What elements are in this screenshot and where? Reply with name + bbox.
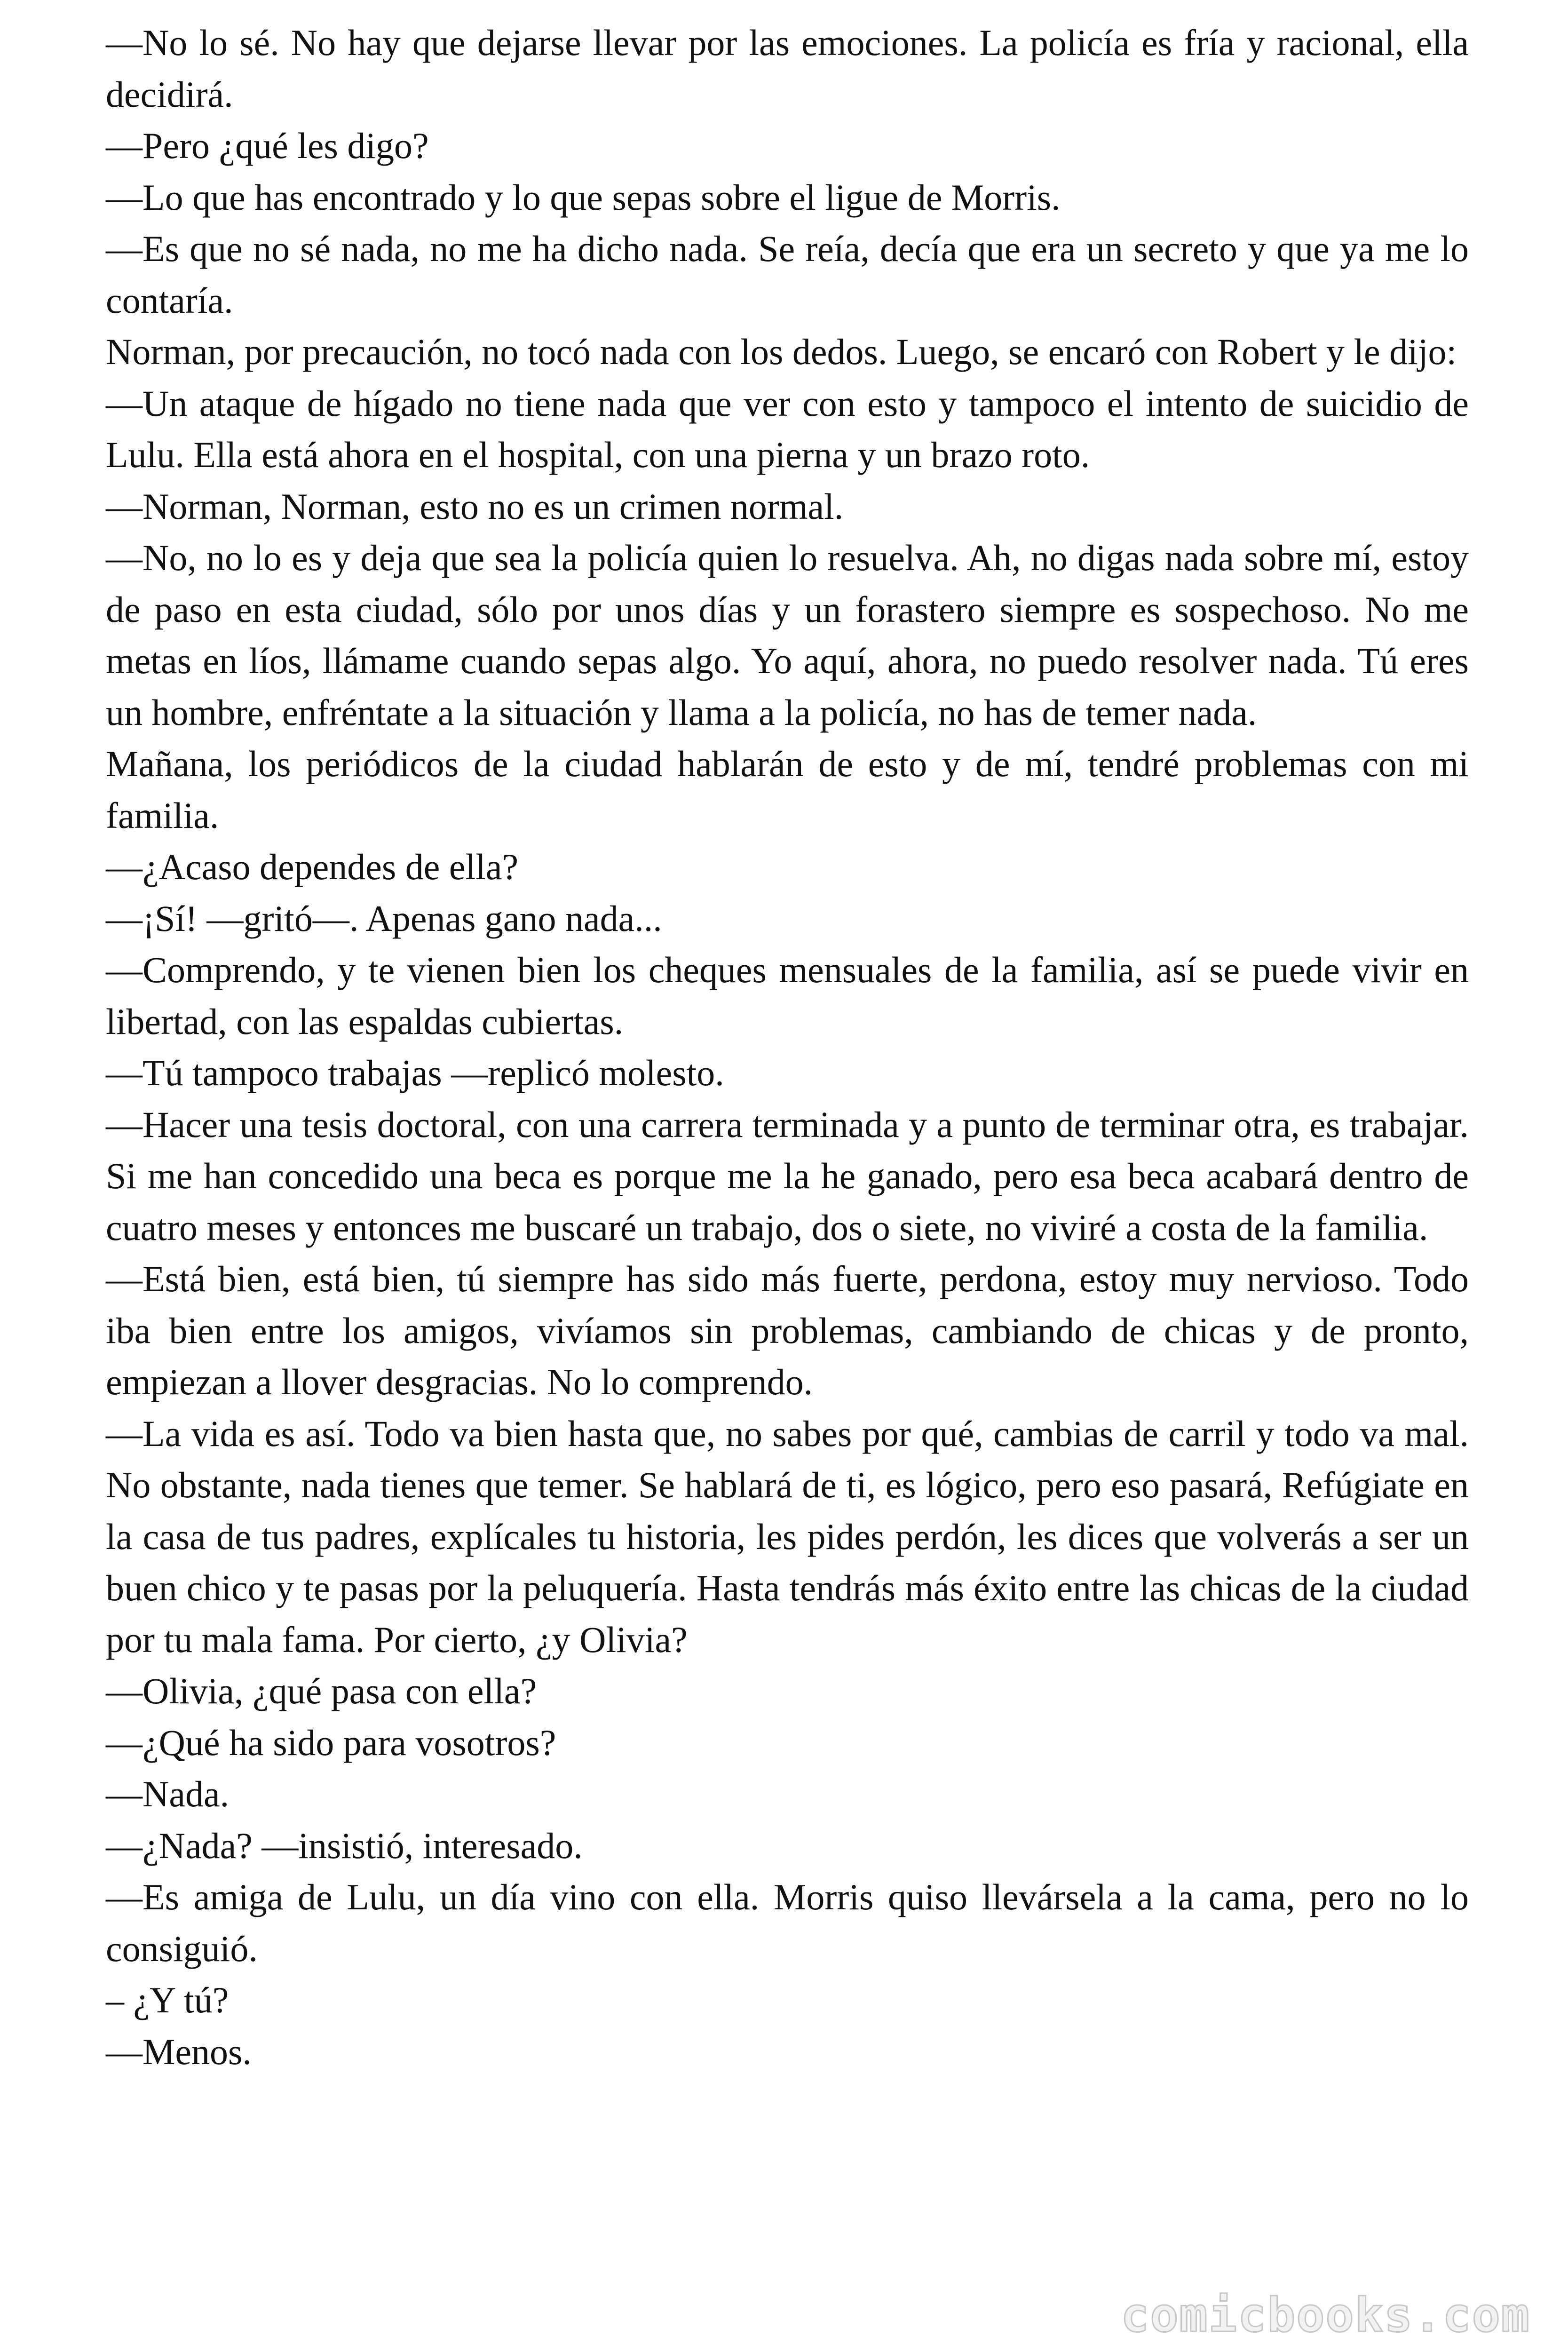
watermark: comicbooks.com bbox=[1121, 2288, 1530, 2343]
paragraph: —Pero ¿qué les digo? bbox=[106, 125, 429, 166]
paragraph: Mañana, los periódicos de la ciudad hablarán de esto y de mí, tendré problemas con mi familia. bbox=[106, 743, 1469, 836]
paragraph: —Nada. bbox=[106, 1773, 230, 1814]
paragraph: – ¿Y tú? bbox=[106, 1979, 229, 2020]
paragraph: —La vida es así. Todo va bien hasta que, no sabes por qué, cambias de carril y todo va mal. No obstante, nada tienes que temer. Se hablará de ti, es lógico, pero eso pasará, Refúgiate en la casa de tus padres, explícales tu historia, les pides perdón, les dices que volverás a ser un buen chico y te pasas por la peluquería. Hasta tendrás más éxito entre las chicas de la ciudad por tu mala fama. Por cierto, ¿y Olivia? bbox=[106, 1413, 1469, 1660]
paragraph: —Olivia, ¿qué pasa con ella? bbox=[106, 1670, 537, 1711]
paragraph: —¡Sí! —gritó—. Apenas gano nada... bbox=[106, 898, 662, 939]
paragraph: Norman, por precaución, no tocó nada con los dedos. Luego, se encaró con Robert y le dijo: bbox=[106, 331, 1457, 372]
paragraph: —¿Acaso dependes de ella? bbox=[106, 846, 519, 887]
paragraph: —Está bien, está bien, tú siempre has sido más fuerte, perdona, estoy muy nervioso. Todo iba bien entre los amigos, vivíamos sin problemas, cambiando de chicas y de pronto, empiezan a llover desgracias. No lo comprendo. bbox=[106, 1258, 1469, 1402]
paragraph: —Lo que has encontrado y lo que sepas sobre el ligue de Morris. bbox=[106, 176, 1061, 218]
paragraph: —Es amiga de Lulu, un día vino con ella. Morris quiso llevársela a la cama, pero no lo consiguió. bbox=[106, 1876, 1469, 1969]
paragraph: —Es que no sé nada, no me ha dicho nada. Se reía, decía que era un secreto y que ya me lo contaría. bbox=[106, 228, 1469, 321]
paragraph: —¿Nada? —insistió, interesado. bbox=[106, 1825, 583, 1866]
paragraph: —Norman, Norman, esto no es un crimen normal. bbox=[106, 485, 844, 527]
paragraph: —¿Qué ha sido para vosotros? bbox=[106, 1722, 556, 1763]
paragraph: —Tú tampoco trabajas —replicó molesto. bbox=[106, 1052, 724, 1093]
paragraph: —No lo sé. No hay que dejarse llevar por las emociones. La policía es fría y racional, ella decidirá. bbox=[106, 22, 1469, 115]
paragraph: —Un ataque de hígado no tiene nada que ver con esto y tampoco el intento de suicidio de Lulu. Ella está ahora en el hospital, con una pierna y un brazo roto. bbox=[106, 382, 1469, 475]
paragraph: —Comprendo, y te vienen bien los cheques mensuales de la familia, así se puede vivir en libertad, con las espaldas cubiertas. bbox=[106, 949, 1469, 1042]
paragraph: —Menos. bbox=[106, 2031, 252, 2072]
paragraph: —No, no lo es y deja que sea la policía quien lo resuelva. Ah, no digas nada sobre mí, estoy de paso en esta ciudad, sólo por unos días y un forastero siempre es sospechoso. No me metas en líos, llámame cuando sepas algo. Yo aquí, ahora, no puedo resolver nada. Tú eres un hombre, enfréntate a la situación y llama a la policía, no has de temer nada. bbox=[106, 537, 1469, 733]
paragraph: —Hacer una tesis doctoral, con una carrera terminada y a punto de terminar otra, es trabajar. Si me han concedido una beca es porque me la he ganado, pero esa beca acabará dentro de cuatro meses y entonces me buscaré un trabajo, dos o siete, no viviré a costa de la familia. bbox=[106, 1104, 1469, 1248]
document-page bbox=[106, 17, 1469, 2077]
